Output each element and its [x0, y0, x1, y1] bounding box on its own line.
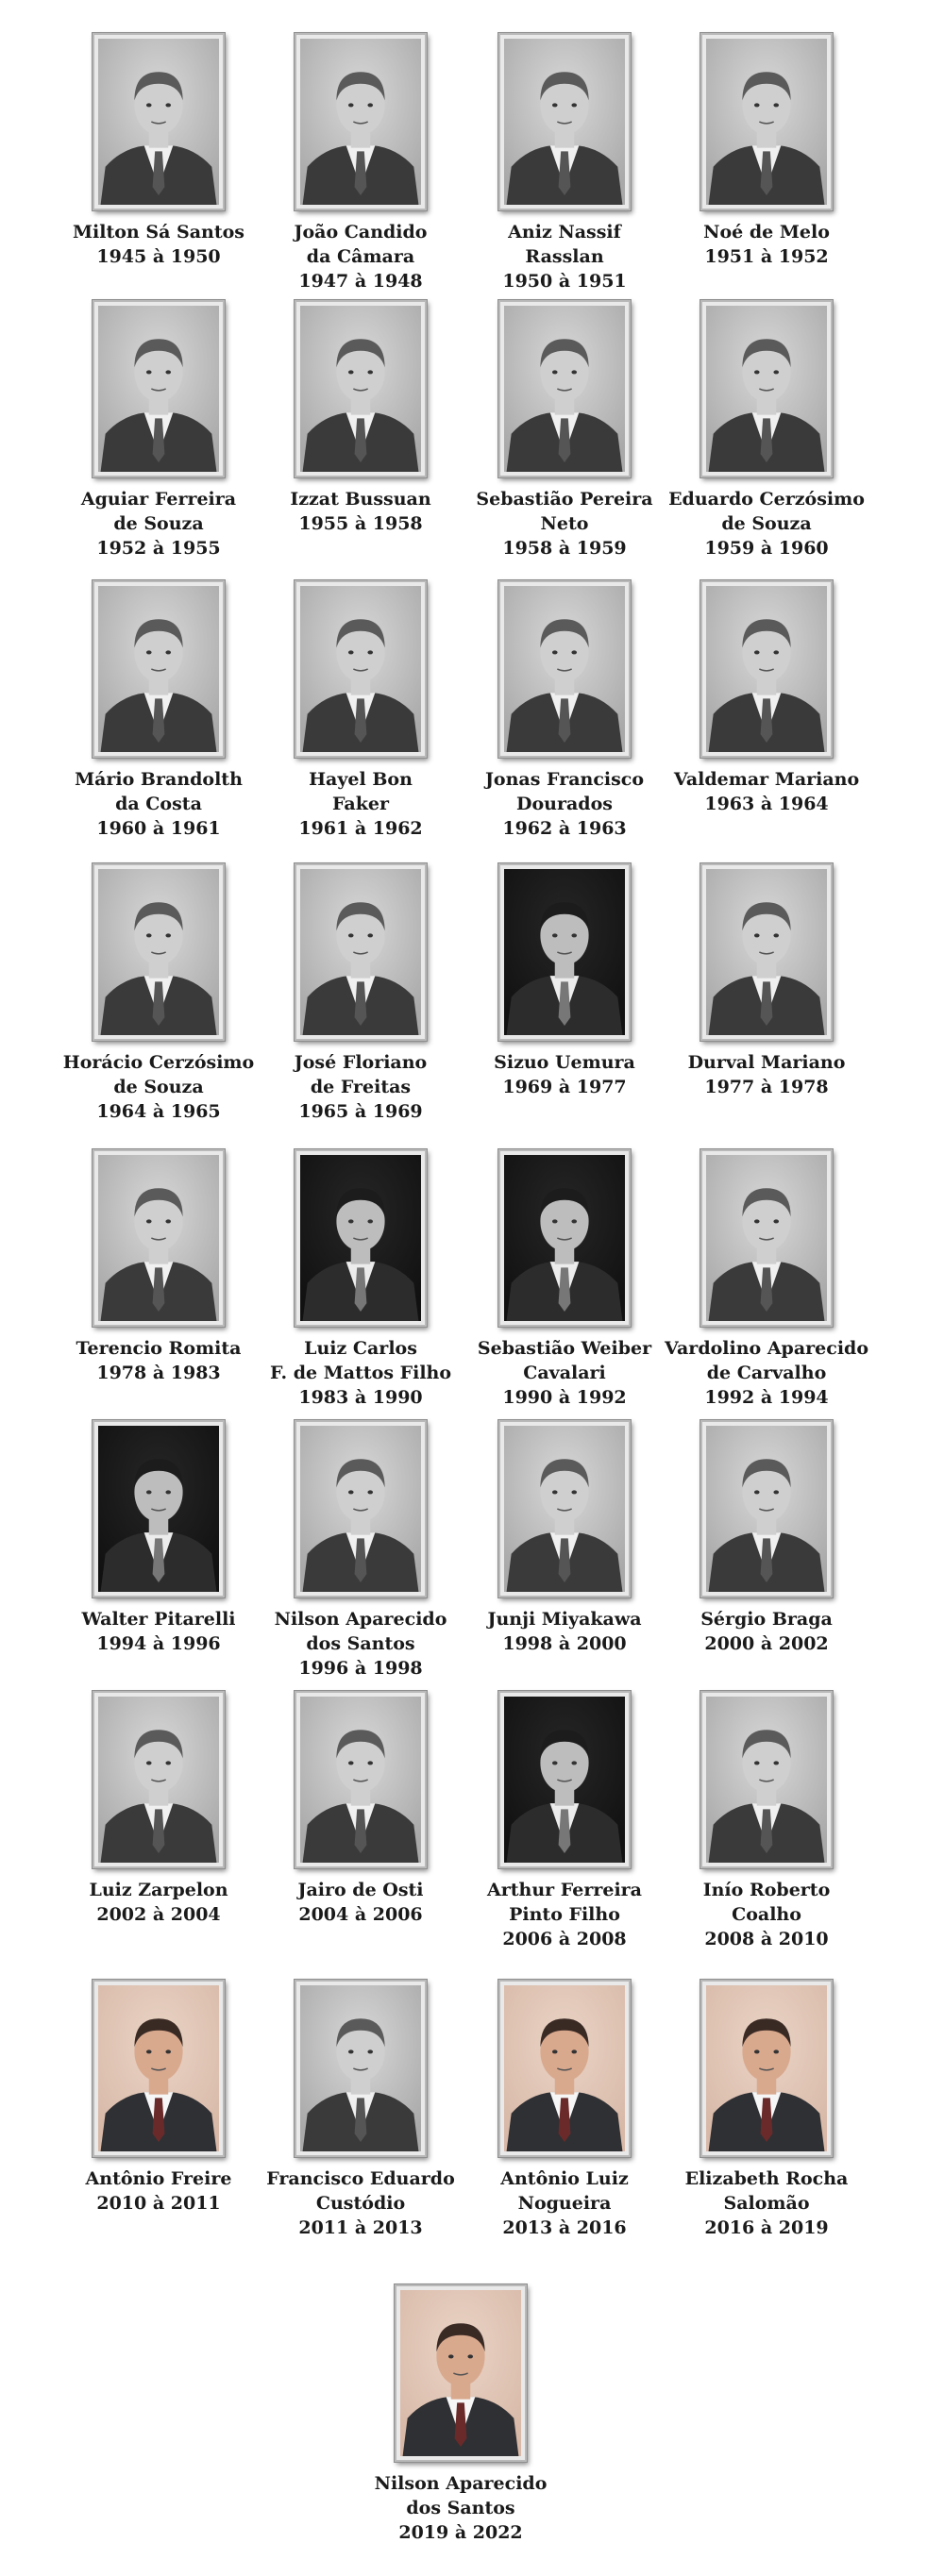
portrait-card: [653, 863, 880, 1099]
portrait-card: [451, 33, 678, 293]
portrait-card: [653, 1149, 880, 1410]
portrait-frame: [93, 1980, 225, 2157]
portrait-photo: [706, 39, 827, 205]
portrait-frame: [295, 863, 427, 1041]
portrait-card: [247, 1980, 474, 2240]
term-years: 2011 à 2013: [298, 2217, 423, 2238]
portrait-photo: [504, 1426, 625, 1592]
person-name: José Floriano de Freitas: [294, 1052, 428, 1097]
person-name: Terencio Romita: [76, 1338, 242, 1359]
portrait-card: [653, 1980, 880, 2240]
portrait-photo: [300, 1155, 421, 1321]
portrait-photo: [300, 869, 421, 1035]
person-name: Jonas Francisco Dourados: [484, 769, 645, 814]
portrait-frame: [700, 1420, 833, 1597]
portrait-card: [45, 1420, 272, 1656]
person-name: Nilson Aparecido dos Santos: [374, 2473, 548, 2518]
term-years: 1965 à 1969: [298, 1101, 423, 1122]
portrait-photo: [504, 586, 625, 752]
person-name: Elizabeth Rocha Salomão: [684, 2168, 849, 2214]
person-name: Luiz Zarpelon: [89, 1880, 228, 1900]
portrait-photo: [504, 1697, 625, 1863]
term-years: 1964 à 1965: [96, 1101, 221, 1122]
term-years: 1960 à 1961: [96, 818, 221, 839]
portrait-photo: [504, 1155, 625, 1321]
portrait-photo: [504, 39, 625, 205]
person-name: Durval Mariano: [687, 1052, 846, 1073]
portrait-card: [653, 300, 880, 560]
portrait-photo: [98, 1697, 219, 1863]
person-name: Valdemar Mariano: [673, 769, 860, 790]
portrait-frame: [700, 1149, 833, 1327]
portrait-frame: [700, 863, 833, 1041]
portrait-frame: [700, 1691, 833, 1868]
term-years: 2004 à 2006: [298, 1904, 423, 1925]
portrait-frame: [498, 863, 631, 1041]
portrait-frame: [498, 1691, 631, 1868]
term-years: 2019 à 2022: [398, 2522, 523, 2543]
term-years: 1977 à 1978: [704, 1077, 829, 1097]
term-years: 1969 à 1977: [502, 1077, 627, 1097]
term-years: 1992 à 1994: [704, 1387, 829, 1408]
portrait-photo: [504, 869, 625, 1035]
portrait-photo: [300, 1426, 421, 1592]
portrait-card: [45, 300, 272, 560]
portrait-card: [45, 1691, 272, 1927]
portrait-frame: [700, 300, 833, 477]
portrait-frame: [93, 1691, 225, 1868]
term-years: 1961 à 1962: [298, 818, 423, 839]
person-name: Junji Miyakawa: [487, 1609, 642, 1630]
person-name: Sérgio Braga: [700, 1609, 833, 1630]
term-years: 1950 à 1951: [502, 271, 627, 292]
portrait-frame: [295, 1980, 427, 2157]
portrait-frame: [700, 580, 833, 758]
portrait-card: [45, 580, 272, 841]
portrait-card: [451, 300, 678, 560]
term-years: 2016 à 2019: [704, 2217, 829, 2238]
portrait-photo: [706, 306, 827, 472]
term-years: 1998 à 2000: [502, 1633, 627, 1654]
portrait-frame: [295, 33, 427, 210]
portrait-card: [45, 863, 272, 1124]
person-name: Luiz Carlos F. de Mattos Filho: [269, 1338, 452, 1383]
portrait-card: [451, 863, 678, 1099]
portrait-card: [45, 1980, 272, 2216]
person-name: Antônio Freire: [85, 2168, 232, 2189]
portrait-photo: [706, 1985, 827, 2151]
portrait-frame: [93, 580, 225, 758]
portrait-card: [247, 33, 474, 293]
portrait-card: [451, 1149, 678, 1410]
portrait-frame: [295, 1420, 427, 1597]
portrait-photo: [98, 869, 219, 1035]
portrait-frame: [295, 300, 427, 477]
portrait-frame: [498, 300, 631, 477]
portrait-photo: [706, 1426, 827, 1592]
person-name: Walter Pitarelli: [81, 1609, 236, 1630]
portrait-card: [451, 580, 678, 841]
portrait-card: [45, 33, 272, 269]
portrait-card: [451, 1420, 678, 1656]
portrait-photo: [706, 1155, 827, 1321]
person-name: Horácio Cerzósimo de Souza: [62, 1052, 255, 1097]
term-years: 1959 à 1960: [704, 538, 829, 559]
portrait-card: [247, 300, 474, 536]
person-name: Sizuo Uemura: [494, 1052, 635, 1073]
portrait-frame: [498, 580, 631, 758]
portrait-frame: [498, 1980, 631, 2157]
portrait-frame: [498, 1420, 631, 1597]
portrait-photo: [706, 1697, 827, 1863]
portrait-photo: [706, 586, 827, 752]
portrait-card: [653, 1691, 880, 1951]
portrait-photo: [98, 1426, 219, 1592]
portrait-frame: [295, 1149, 427, 1327]
portrait-card: [653, 33, 880, 269]
portrait-card: [247, 1420, 474, 1681]
person-name: Noé de Melo: [703, 222, 830, 243]
person-name: Aguiar Ferreira de Souza: [80, 489, 237, 534]
term-years: 2010 à 2011: [96, 2193, 221, 2214]
term-years: 1962 à 1963: [502, 818, 627, 839]
person-name: Milton Sá Santos: [73, 222, 244, 243]
portrait-photo: [300, 306, 421, 472]
portrait-photo: [300, 586, 421, 752]
term-years: 1963 à 1964: [704, 794, 829, 814]
portrait-card: [247, 1691, 474, 1927]
portrait-frame: [395, 2284, 527, 2462]
portrait-card: [247, 863, 474, 1124]
term-years: 1978 à 1983: [96, 1363, 221, 1383]
person-name: Jairo de Osti: [297, 1880, 424, 1900]
portrait-frame: [93, 300, 225, 477]
person-name: Sebastião Weiber Cavalari: [477, 1338, 652, 1383]
portrait-frame: [93, 33, 225, 210]
portrait-frame: [700, 33, 833, 210]
portrait-frame: [498, 33, 631, 210]
person-name: Antônio Luiz Nogueira: [500, 2168, 629, 2214]
portrait-frame: [93, 1420, 225, 1597]
portrait-frame: [295, 1691, 427, 1868]
portrait-card: [247, 1149, 474, 1410]
term-years: 2000 à 2002: [704, 1633, 829, 1654]
portrait-photo: [300, 1985, 421, 2151]
term-years: 1958 à 1959: [502, 538, 627, 559]
portrait-card: [45, 1149, 272, 1385]
term-years: 1990 à 1992: [502, 1387, 627, 1408]
term-years: 2013 à 2016: [502, 2217, 627, 2238]
portrait-card: [653, 580, 880, 816]
portrait-photo: [504, 306, 625, 472]
portrait-frame: [700, 1980, 833, 2157]
person-name: Sebastião Pereira Neto: [476, 489, 653, 534]
portrait-photo: [98, 1155, 219, 1321]
portrait-photo: [504, 1985, 625, 2151]
term-years: 1994 à 1996: [96, 1633, 221, 1654]
term-years: 1955 à 1958: [298, 513, 423, 534]
portrait-photo: [300, 39, 421, 205]
term-years: 1945 à 1950: [96, 246, 221, 267]
portrait-card: [653, 1420, 880, 1656]
portrait-card: [451, 1980, 678, 2240]
portrait-photo: [98, 1985, 219, 2151]
portrait-card: [451, 1691, 678, 1951]
person-name: Francisco Eduardo Custódio: [266, 2168, 455, 2214]
portrait-photo: [706, 869, 827, 1035]
portrait-card: [347, 2284, 574, 2545]
person-name: Inío Roberto Coalho: [702, 1880, 831, 1925]
term-years: 1996 à 1998: [298, 1658, 423, 1679]
person-name: Aniz Nassif Rasslan: [508, 222, 621, 267]
person-name: Nilson Aparecido dos Santos: [274, 1609, 447, 1654]
person-name: Izzat Bussuan: [290, 489, 431, 510]
portrait-photo: [98, 39, 219, 205]
person-name: Vardolino Aparecido de Carvalho: [665, 1338, 868, 1383]
portrait-frame: [93, 863, 225, 1041]
term-years: 2008 à 2010: [704, 1929, 829, 1949]
person-name: Arthur Ferreira Pinto Filho: [487, 1880, 642, 1925]
portrait-frame: [498, 1149, 631, 1327]
term-years: 1951 à 1952: [704, 246, 829, 267]
term-years: 1952 à 1955: [96, 538, 221, 559]
person-name: Hayel Bon Faker: [309, 769, 413, 814]
term-years: 1983 à 1990: [298, 1387, 423, 1408]
portrait-photo: [300, 1697, 421, 1863]
portrait-photo: [400, 2290, 521, 2456]
portrait-card: [247, 580, 474, 841]
person-name: Mário Brandolth da Costa: [75, 769, 243, 814]
person-name: João Candido da Câmara: [294, 222, 428, 267]
portrait-frame: [295, 580, 427, 758]
portrait-photo: [98, 306, 219, 472]
portrait-photo: [98, 586, 219, 752]
term-years: 2006 à 2008: [502, 1929, 627, 1949]
term-years: 2002 à 2004: [96, 1904, 221, 1925]
term-years: 1947 à 1948: [298, 271, 423, 292]
portrait-frame: [93, 1149, 225, 1327]
person-name: Eduardo Cerzósimo de Souza: [668, 489, 865, 534]
